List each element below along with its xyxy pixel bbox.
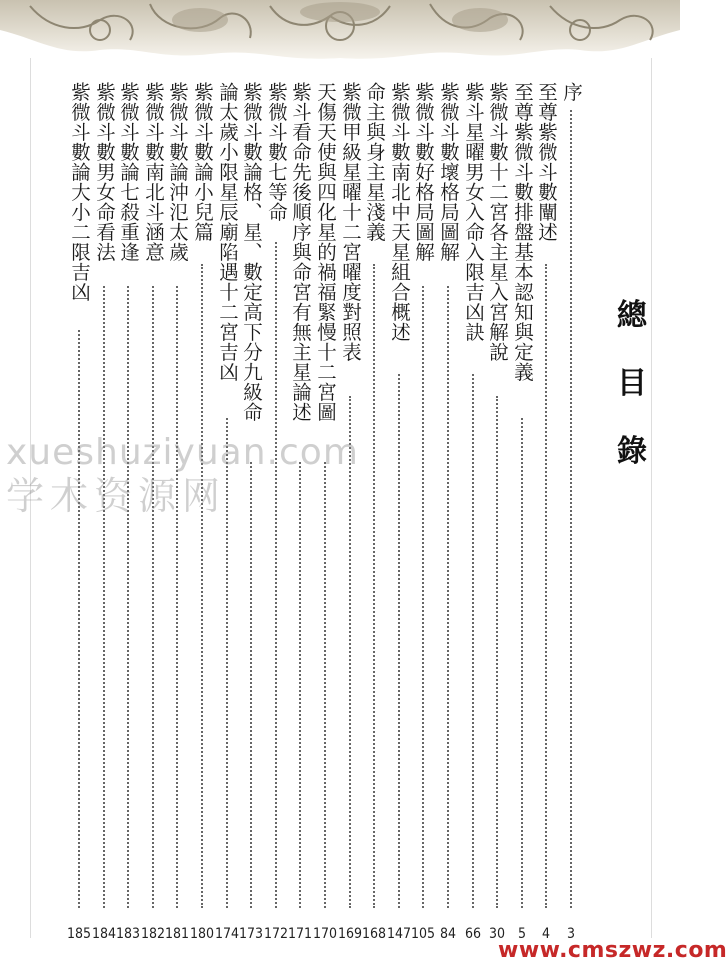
toc-entry-page-number: 173 [238, 926, 264, 942]
toc-entry-title: 紫微斗數論大小二限吉凶 [68, 82, 91, 302]
toc-entry-page-number: 66 [464, 926, 482, 942]
toc-entry[interactable] [437, 82, 459, 908]
toc-leader-dots [422, 286, 424, 908]
toc-leader-dots [103, 286, 105, 908]
toc-heading-char-3: 錄 [617, 434, 647, 469]
toc-entry-title: 紫微斗數論小兒篇 [191, 82, 214, 242]
toc-entry-page-number: 185 [66, 926, 92, 942]
toc-entry-page-number: 105 [410, 926, 436, 942]
toc-entry-title: 至尊紫微斗數排盤基本認知與定義 [511, 82, 534, 382]
toc-heading-char-2: 目 [617, 366, 647, 401]
toc-entry-page-number: 172 [263, 926, 289, 942]
toc-leader-dots [176, 286, 178, 908]
toc-leader-dots [570, 110, 572, 908]
toc-leader-dots [373, 264, 375, 908]
toc-leader-dots [250, 462, 252, 908]
toc-leader-dots [324, 462, 326, 908]
toc-entry[interactable] [412, 82, 434, 908]
toc-entry-title: 紫微甲級星曜十二宮曜度對照表 [339, 82, 362, 362]
toc-leader-dots [496, 396, 498, 908]
toc-entry-title: 紫斗看命先後順序與命宮有無主星論述 [289, 82, 312, 422]
toc-entry-title: 至尊紫微斗數闡述 [535, 82, 558, 242]
toc-entry-title: 論太歲小限星辰廟陷遇十二宮吉凶 [216, 82, 239, 382]
toc-entry-title: 紫微斗數好格局圖解 [412, 82, 435, 262]
toc-entry-title: 紫微斗數七等命 [265, 82, 288, 222]
toc-entry-page-number: 184 [91, 926, 117, 942]
toc-leader-dots [127, 286, 129, 908]
toc-entry[interactable] [363, 82, 385, 908]
watermark-latin: xueshuziyuan.com [6, 432, 359, 473]
toc-entry-page-number: 168 [361, 926, 387, 942]
toc-entry-page-number: 3 [566, 926, 575, 942]
watermark [6, 432, 359, 518]
toc-entry-page-number: 169 [337, 926, 363, 942]
toc-leader-dots [201, 264, 203, 908]
toc-entry-title: 命主與身主星淺義 [363, 82, 386, 242]
toc-entry-page-number: 147 [386, 926, 412, 942]
toc-leader-dots [472, 374, 474, 908]
site-watermark: www.cmszwz.com [498, 938, 727, 963]
toc-entry[interactable] [486, 82, 508, 908]
toc-entry-page-number: 4 [541, 926, 550, 942]
toc-leader-dots [275, 242, 277, 908]
toc-entry-title: 紫微斗數論七殺重逢 [117, 82, 140, 262]
toc-entry-page-number: 183 [115, 926, 141, 942]
toc-entry[interactable] [535, 82, 557, 908]
toc-entry-title: 紫微斗數十二宮各主星入宮解說 [486, 82, 509, 362]
watermark-chinese: 学术资源网 [6, 474, 227, 518]
toc-entry-page-number: 84 [439, 926, 457, 942]
toc-entry-title: 紫微斗數論格、星、數定高下分九級命 [240, 82, 263, 422]
toc-entry[interactable] [388, 82, 410, 908]
toc-entry-title: 序 [560, 82, 583, 102]
toc-leader-dots [521, 418, 523, 908]
toc-leader-dots [398, 374, 400, 908]
toc-entry-page-number: 171 [287, 926, 313, 942]
toc-entry[interactable] [462, 82, 484, 908]
toc-leader-dots [152, 286, 154, 908]
toc-entry-title: 紫微斗數南北斗涵意 [142, 82, 165, 262]
toc-entry-page-number: 180 [189, 926, 215, 942]
toc-entry-page-number: 5 [517, 926, 526, 942]
toc-entry[interactable] [511, 82, 533, 908]
toc-heading-char-1: 總 [617, 298, 647, 333]
toc-entry-page-number: 182 [140, 926, 166, 942]
toc-entry-page-number: 170 [312, 926, 338, 942]
toc-entry-title: 紫斗星曜男女入命入限吉凶訣 [462, 82, 485, 342]
toc-entry-page-number: 181 [164, 926, 190, 942]
toc-entry-title: 紫微斗數男女命看法 [93, 82, 116, 262]
toc-entry-title: 紫微斗數論沖氾太歲 [166, 82, 189, 262]
toc-leader-dots [447, 286, 449, 908]
toc-leader-dots [299, 462, 301, 908]
toc-entry[interactable] [560, 82, 582, 908]
toc-leader-dots [545, 264, 547, 908]
toc-entry-title: 紫微斗數壞格局圖解 [437, 82, 460, 262]
toc-entry-title: 天傷天使與四化星的禍福緊慢十二宮圖 [314, 82, 337, 422]
toc-entry-page-number: 30 [488, 926, 506, 942]
toc-entry-page-number: 174 [214, 926, 240, 942]
toc-leader-dots [78, 330, 80, 908]
toc-entry-title: 紫微斗數南北中天星組合概述 [388, 82, 411, 342]
